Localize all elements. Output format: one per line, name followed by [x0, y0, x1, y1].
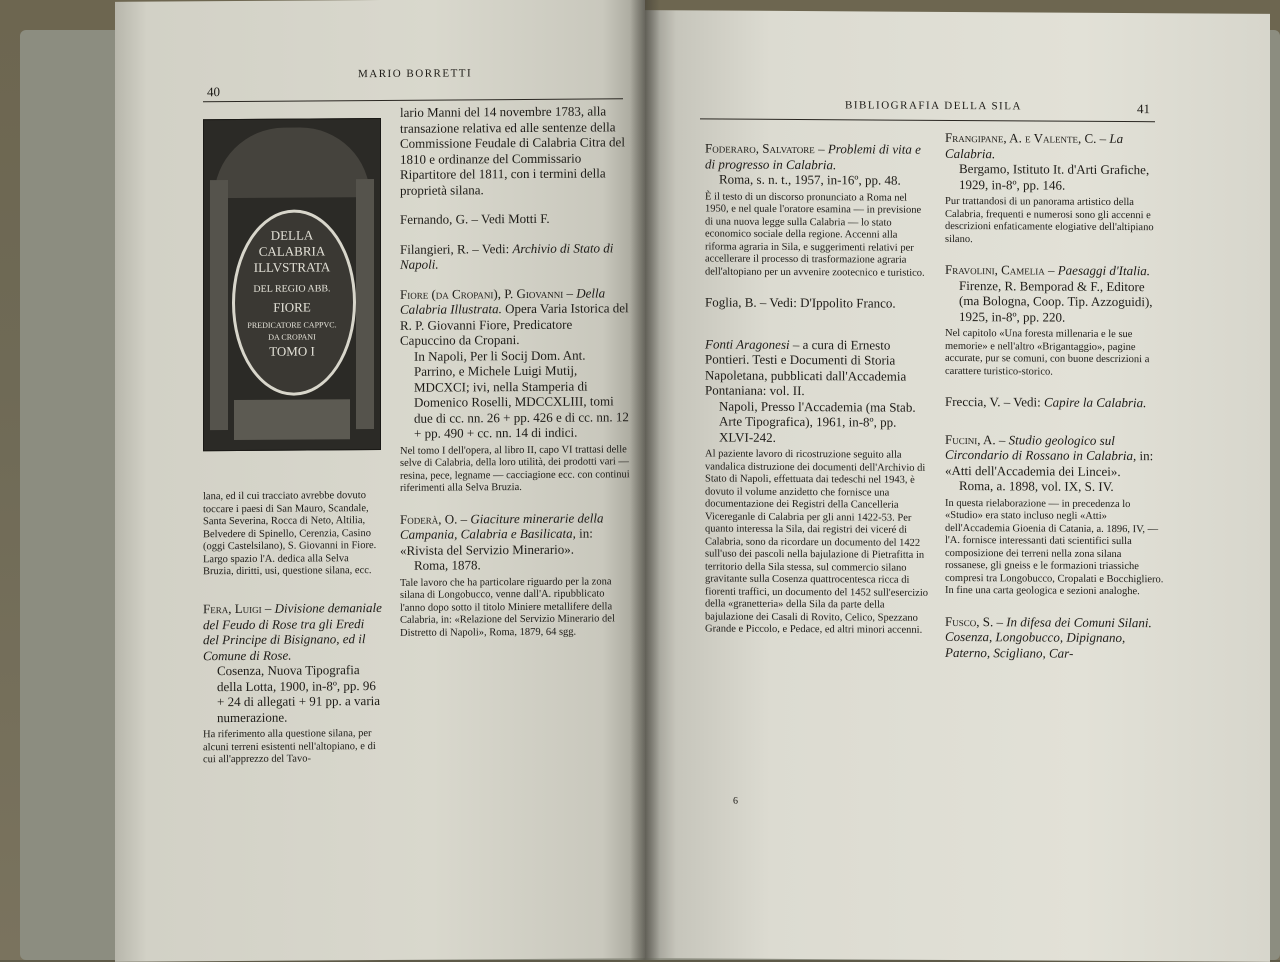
entry-heading — [705, 336, 930, 399]
entry-publication: Firenze, R. Bemporad & F., Editore (ma Bologna, Coop. Tip. Azzoguidi), 1925, in-8º, pp. 220. — [959, 277, 1153, 325]
engraving-title-line: CALABRIA — [258, 243, 326, 259]
engraving-pillar-right — [356, 179, 374, 429]
column-1 — [705, 140, 930, 653]
bib-entry — [705, 336, 930, 637]
entry-note: Ha riferimento alla questione silana, per alcuni terreni esistenti nell'altopiano, e di cui all'apprezzo del Tavo- — [203, 728, 376, 766]
header-rule — [203, 98, 623, 102]
entry-publication: Roma, 1878. — [414, 557, 481, 573]
entry-publication: Roma, a. 1898, vol. IX, S. IV. — [959, 478, 1114, 494]
entry-heading: Fera, Luigi – Divisione demaniale del Feudo di Rose tra gli Eredi del Principe di Bisignano, ed il Comune di Rose. — [203, 599, 382, 663]
entry-note: Tale lavoro che ha particolare riguardo per la zona silana di Longobucco, venne dall'A. ripubblicato l'anno dopo sotto il titolo Miniere metallifere della Calabria, in: «Relazione del Servizio Minerario del Distretto di Napoli», Roma, 1879, 64 sgg. — [400, 575, 615, 639]
entry-publication: Cosenza, Nuova Tipografia della Lotta, 1900, in-8º, pp. 96 + 24 di allegati + 91 pp. a varia numerazione. — [217, 662, 381, 725]
entry-rest: – Vedi: D'Ippolito Franco. — [759, 294, 896, 311]
entry-title: Fonti Aragonesi — [705, 335, 790, 352]
entry-publication: Napoli, Presso l'Accademia (ma Stab. Arte Tipografica), 1961, in-8º, pp. XLVI-242. — [719, 398, 916, 445]
bib-entry — [945, 394, 1165, 411]
bib-entry — [945, 431, 1165, 598]
engraving-title-line: DEL REGIO ABB. — [253, 283, 331, 295]
entry-publication: Roma, s. n. t., 1957, in-16º, pp. 48. — [719, 171, 901, 188]
entry-heading: Fucini, A. – Studio geologico sul Circondario di Rossano in Calabria, in: «Atti dell'Accademia dei Lincei». — [945, 431, 1154, 479]
entry-note: Nel capitolo «Una foresta millenaria e le sue memorie» e nell'altro «Brigantaggio», pagine accurate, pur se comuni, con buone descrizioni a carattere turistico-storico. — [945, 327, 1150, 378]
entry-title: In difesa dei Comuni Silani. Cosenza, Longobucco, Dipignano, Paterno, Scigliano, Car- — [945, 613, 1152, 661]
entry-author: Fucini, A. — [945, 431, 996, 447]
engraving-title-line: DA CROPANI — [268, 332, 316, 342]
entry-note: Al paziente lavoro di ricostruzione seguito alla vandalica distruzione dei documenti dell'Archivio di Stato di Napoli, effettuata dai tedeschi nel 1943, è dovuto il volume anzidetto che fornisce una documentazione dei Registri della Cancelleria Vicereganle di Calabria per gli anni 1422-53. Per quanto interessa la Sila, dai registri dei viceré di Calabria, sono da ricordare un documento del 1422 sull'uso dei pascoli nella bajulazione di Pietrafitta in territorio della Sila stessa, sul commercio silano gravitante sulla Cosenza quattrocentesca ricca di fiorenti traffici, un documento del 1452 sull'esercizio della «granetteria» della Sila da parte della bajulazione dei Casali di Rovito, Celico, Spezzano Grande e Piccolo, e Pedace, ed altri minori accenni. — [705, 448, 929, 636]
bib-entry — [203, 600, 383, 767]
entry-title: Capire la Calabria. — [1043, 394, 1147, 411]
bib-entry — [400, 285, 630, 496]
entry-rest: – Vedi Motti F. — [471, 210, 550, 227]
entry-heading: Foderà, O. – Giaciture minerarie della Campania, Calabria e Basilicata, in: «Rivista del Servizio Minerario». — [400, 509, 604, 558]
bib-entry — [400, 510, 630, 640]
engraving-title-line: PREDICATORE CAPPVC. — [247, 320, 337, 330]
entry-note: Nel tomo I dell'opera, al libro II, capo VI trattasi delle selve di Calabria, della loro utilità, dei prodotti vari — resina, pece, legname — cacciagione ecc. con continui riferimenti alla Selva Bruzia. — [400, 443, 630, 494]
left-page — [115, 0, 645, 962]
lower-left-column — [203, 600, 383, 783]
entry-author: Fusco, S. — [945, 613, 994, 629]
engraving-title-line: ILLVSTRATA — [253, 259, 331, 275]
entry-title: Giaciture minerarie della Campania, Calabria e Basilicata, — [400, 509, 604, 542]
entry-author: Foglia, B. — [705, 294, 757, 310]
entry-note: Pur trattandosi di un panorama artistico della Calabria, frequenti e numerosi sono gli accenni e descrizioni enfaticamente elogiative dell'altipiano silano. — [945, 195, 1154, 245]
header-rule — [700, 118, 1155, 122]
engraving-base — [234, 399, 350, 440]
engraving-title-line: TOMO I — [269, 343, 315, 359]
frontispiece-engraving — [203, 118, 381, 451]
right-page — [645, 10, 1270, 962]
entry-title: Archivio di Stato di Napoli. — [400, 239, 614, 272]
entry-rest: in: «Rivista del Servizio Minerario». — [400, 525, 593, 558]
engraving-pillar-left — [210, 180, 228, 430]
bib-entry — [705, 140, 930, 279]
right-column — [400, 103, 630, 656]
continuation-text: lario Manni del 14 novembre 1783, alla transazione relativa ed alle sentenze della Commissione Feudale di Calabria Citra del 1810 e ordinanze del Commissario Ripartitore del 1811, con i termini della proprietà silana. — [400, 103, 625, 198]
column-2 — [945, 130, 1165, 675]
book-gutter — [630, 0, 660, 960]
running-head: BIBLIOGRAFIA DELLA SILA — [845, 99, 1022, 113]
image-caption: lana, ed il cui tracciato avrebbe dovuto toccare i paesi di San Mauro, Scandale, Santa Severina, Rocca di Neto, Altilia, Belvedere di Spinello, Cerenzia, Casino (oggi Castelsilano), S. Giovanni in Fiore. Largo spazio l'A. dedica alla Selva Bruzia, diritti, usi, questione silana, ecc. — [203, 490, 377, 578]
entry-title: Problemi di vita e di progresso in Calabria. — [705, 141, 921, 172]
bib-entry — [705, 294, 930, 311]
engraving-arch — [214, 127, 370, 198]
entry-rest: in: «Atti dell'Accademia dei Lincei». — [945, 448, 1154, 479]
entry-note: In questa rielaborazione — in precedenza lo «Studio» era stato incluso negli «Atti» dell'Accademia Gioenia di Catania, a. 1896, IV, — l'A. fornisce interessanti dati scientifici sulla composizione dei terreni nella zona silana rossanese, gli gneiss e le formazioni triassiche compresi tra Longobucco, Cropalati e Bocchigliero. In fine una carta geologica e sezioni analoghe. — [945, 497, 1164, 598]
entry-author: Fiore (da Cropani), P. Giovanni — [400, 285, 564, 302]
entry-heading: Foderaro, Salvatore – Problemi di vita e di progresso in Calabria. — [705, 140, 921, 172]
entry-publication: In Napoli, Per li Socij Dom. Ant. Parrino, e Michele Luigi Mutij, MDCXCI; ivi, nella Stamperia di Domenico Roselli, MDCCXLIII, tomi due di cc. nn. 26 + pp. 426 e di cc. nn. 12 + pp. 490 + cc. nn. 14 di indici. — [414, 347, 629, 441]
entry-heading: Fravolini, Camelia – Paesaggi d'Italia. — [945, 261, 1151, 279]
entry-author: Fernando, G. — [400, 211, 469, 227]
signature-mark: 6 — [733, 795, 738, 807]
entry-heading: Fiore (da Cropani), P. Giovanni – Della Calabria Illustrata. Opera Varia Istorica del R. P. Giovanni Fiore, Predicatore Capuccino da Cropani. — [400, 284, 629, 348]
entry-author: Filangieri, R. — [400, 240, 469, 257]
entry-heading: Frangipane, A. e Valente, C. – La Calabria. — [945, 129, 1124, 161]
page-number: 41 — [1137, 101, 1150, 117]
entry-author: Frangipane, A. e Valente, C. — [945, 129, 1097, 146]
bib-entry — [945, 262, 1165, 379]
entry-title: Divisione demaniale del Feudo di Rose tra gli Eredi del Principe di Bisignano, ed il Comune di Rose. — [203, 599, 382, 663]
entry-rest: – Vedi: — [1003, 394, 1041, 410]
bib-entry — [400, 210, 630, 227]
entry-rest: Opera Varia Istorica del R. P. Giovanni Fiore, Predicatore Capuccino da Cropani. — [400, 300, 629, 348]
entry-title: Paesaggi d'Italia. — [1057, 262, 1151, 279]
bib-entry — [945, 613, 1165, 661]
entry-author: Fravolini, Camelia — [945, 261, 1045, 278]
entry-publication: Bergamo, Istituto It. d'Arti Grafiche, 1929, in-8º, pp. 146. — [959, 161, 1150, 193]
entry-author: Foderaro, Salvatore — [705, 140, 815, 157]
engraving-title-line: DELLA — [270, 227, 314, 243]
running-head: MARIO BORRETTI — [358, 67, 473, 81]
page-number: 40 — [207, 84, 220, 100]
entry-title: Della Calabria Illustrata. — [400, 284, 606, 317]
entry-rest: – Vedi: — [472, 240, 510, 256]
entry-title: Studio geologico sul Circondario di Rossano in Calabria, — [945, 431, 1137, 464]
entry-author: Freccia, V. — [945, 393, 1001, 410]
engraving-title-line: FIORE — [273, 299, 311, 315]
bib-entry — [945, 130, 1165, 247]
entry-title: La Calabria. — [945, 130, 1124, 161]
entry-note: È il testo di un discorso pronunciato a Roma nel 1950, e nel quale l'oratore esamina — in previsione di una nuova legge sulla Calabria — lo stato economico sociale della regione. Accenni alla riforma agraria in Sila, e suggerimenti relativi per accellerare il processo di trasformazione agraria dell'altopiano per un avvenire zootecnico e turistico. — [705, 190, 925, 279]
entry-rest: – a cura di Ernesto Pontieri. Testi e Documenti di Storia Napoletana, pubblicati dall'Accademia Pontaniana: vol. II. — [705, 336, 907, 399]
entry-author: Foderà, O. — [400, 510, 458, 527]
entry-heading: Fusco, S. – In difesa dei Comuni Silani. Cosenza, Longobucco, Dipignano, Paterno, Scigliano, Car- — [945, 613, 1152, 661]
bib-entry — [400, 240, 630, 273]
entry-author: Fera, Luigi — [203, 600, 262, 617]
